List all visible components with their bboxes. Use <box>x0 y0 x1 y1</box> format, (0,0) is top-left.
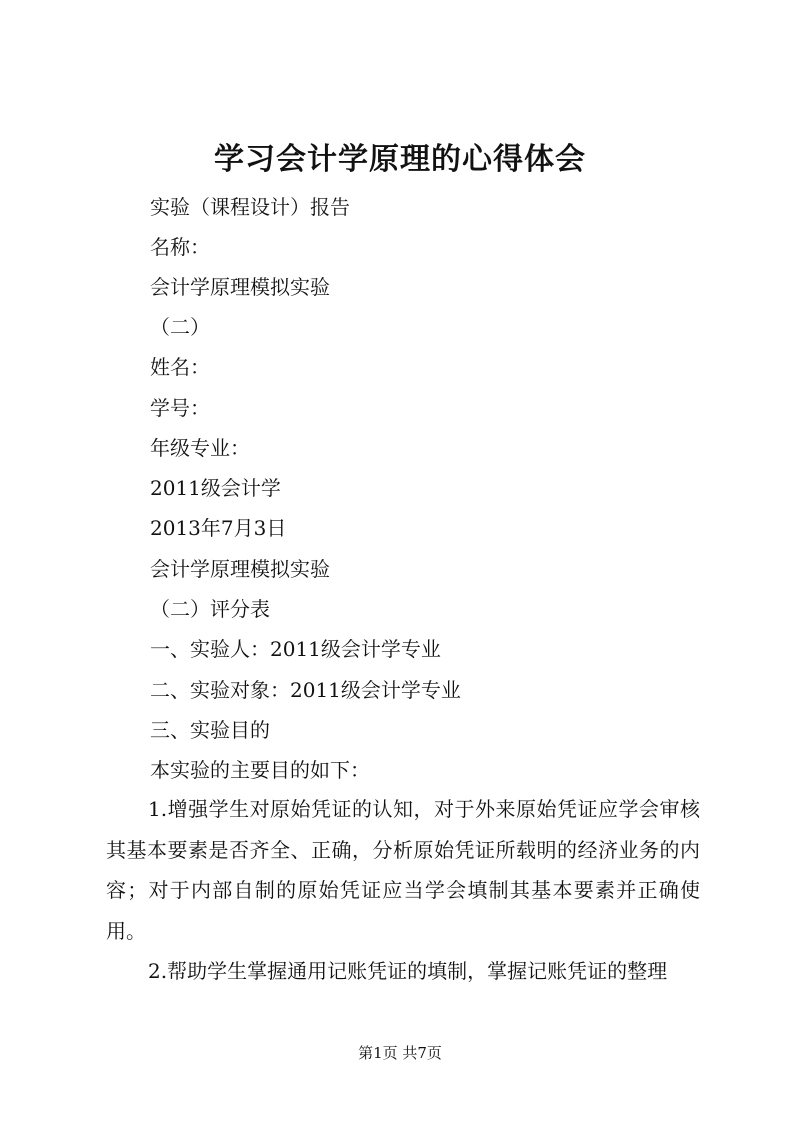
line-score-sheet: （二）评分表 <box>150 597 270 621</box>
line-experiment-object: 二、实验对象：2011级会计学专业 <box>150 678 461 702</box>
paragraph-purpose-2: 2.帮助学生掌握通用记账凭证的填制，掌握记账凭证的整理 <box>148 959 668 983</box>
line-student-name: 姓名： <box>150 355 210 379</box>
line-grade-major: 年级专业： <box>150 436 250 460</box>
line-report-type: 实验（课程设计）报告 <box>150 195 350 219</box>
line-experimenter: 一、实验人：2011级会计学专业 <box>150 637 441 661</box>
line-purpose-heading: 三、实验目的 <box>150 718 270 742</box>
line-purpose-intro: 本实验的主要目的如下： <box>150 758 370 782</box>
line-class: 2011级会计学 <box>150 476 281 500</box>
line-course-name: 会计学原理模拟实验 <box>150 275 330 299</box>
line-student-id: 学号： <box>150 396 210 420</box>
line-name-label: 名称： <box>150 235 210 259</box>
line-date: 2013年7月3日 <box>150 516 287 540</box>
paragraph-purpose-1: 1.增强学生对原始凭证的认知，对于外来原始凭证应学会审核其基本要素是否齐全、正确，分析原始凭证所载明的经济业务的内容；对于内部自制的原始凭证应当学会填制其基本要素并正确使用。 <box>106 797 700 943</box>
document-title: 学习会计学原理的心得体会 <box>214 142 586 177</box>
line-course-name-2: 会计学原理模拟实验 <box>150 557 330 581</box>
line-part: （二） <box>150 315 210 339</box>
page-footer: 第1页 共7页 <box>358 1044 442 1062</box>
